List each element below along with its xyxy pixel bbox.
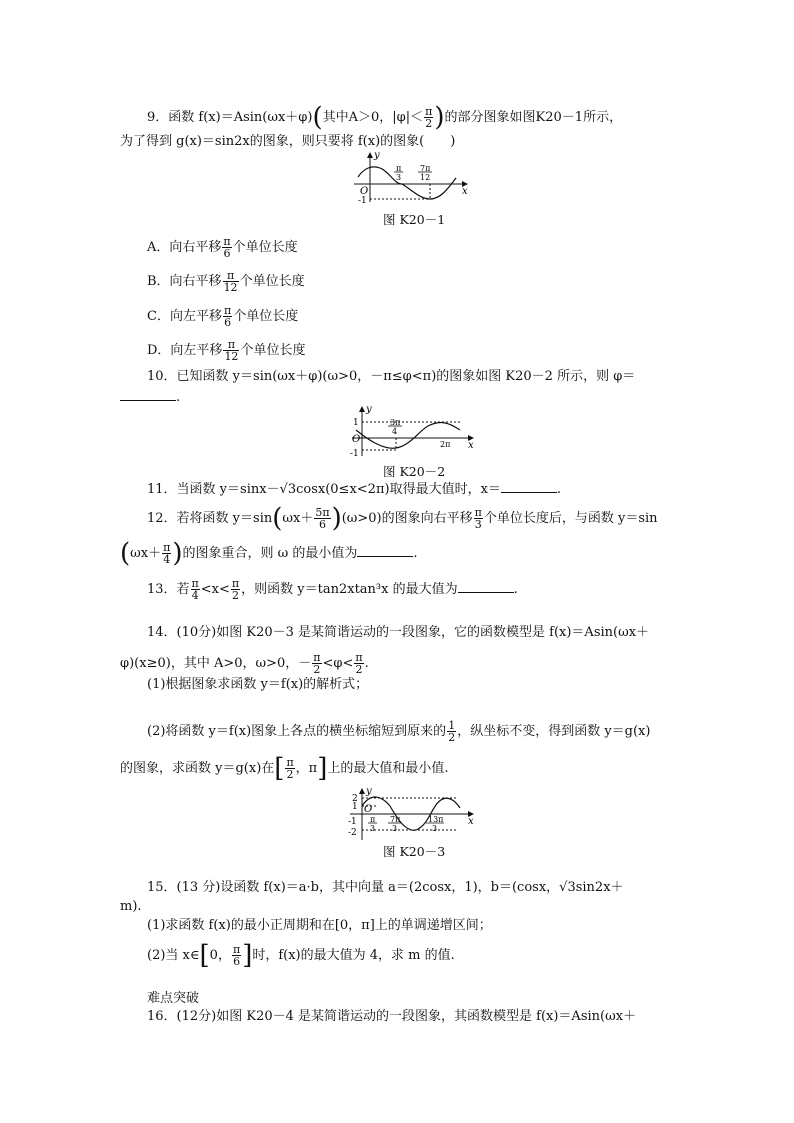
- x-label: x: [468, 816, 474, 827]
- y-axis-arrow: [359, 788, 365, 794]
- q9-line-1: 9．函数 f(x)＝Asin(ωx＋φ)(其中A＞0，|φ|＜ $\frac{\pi}{2}$ )的部分图象如图K20－1所示，: [147, 102, 623, 133]
- tick-13pi-over-3-num: 13π: [428, 815, 444, 824]
- sine-curve: [358, 167, 456, 199]
- minus-one-label: -1: [348, 817, 357, 827]
- q10-answer-blank[interactable]: [120, 388, 176, 401]
- tick-13pi-over-3-den: 3: [432, 824, 438, 833]
- y-axis-arrow: [367, 152, 373, 158]
- tick-2pi-label: 2π: [440, 440, 451, 449]
- tick-pi-over-3-num: π: [396, 164, 402, 173]
- tick-7pi-over-3-num: 7π: [390, 815, 401, 824]
- q12-line-2: (ωx＋ $\frac{\pi}{4}$ )的图象重合，则 ω 的最小值为 .: [120, 538, 418, 569]
- figure-k20-1: [350, 150, 470, 208]
- one-label: 1: [353, 418, 359, 428]
- y-axis-arrow: [359, 406, 365, 412]
- section-heading: 难点突破: [147, 991, 200, 1006]
- y-label: y: [374, 150, 380, 161]
- q12-answer-blank[interactable]: [357, 544, 413, 557]
- q9-option-c[interactable]: C．向左平移 $\frac{\pi}{6}$ 个单位长度: [147, 304, 299, 329]
- q9-line-2: 为了得到 g(x)＝sin2x的图象，则只要将 f(x)的图象( ): [120, 134, 456, 149]
- origin-label: O: [360, 186, 369, 197]
- tick-7pi-over-12-num: 7π: [420, 164, 431, 173]
- tick-pi-over-3-den: 3: [370, 824, 376, 833]
- q15-part-2: (2)当 x∈[0， $\frac{\pi}{6}$ ]时，f(x)的最大值为 4，求 m 的值.: [147, 940, 455, 971]
- x-label: x: [468, 440, 474, 451]
- q10-line-1: 10．已知函数 y＝sin(ωx＋φ)(ω>0，－π≤φ<π)的图象如图 K20－2 所示，则 φ＝: [147, 369, 636, 384]
- q14-part-2-cont: 的图象，求函数 y＝g(x)在[ $\frac{\pi}{2}$ ，π]上的最大值和最小值.: [120, 753, 449, 784]
- q9-option-a[interactable]: A．向右平移 $\frac{\pi}{6}$ 个单位长度: [147, 235, 298, 260]
- q11-line: 11．当函数 y＝sinx－√3cosx(0≤x<2π)取得最大值时，x＝ .: [147, 482, 562, 497]
- q9-option-b[interactable]: B．向右平移 $\frac{\pi}{12}$ 个单位长度: [147, 269, 305, 294]
- q14-part-2: (2)将函数 y＝f(x)图象上各点的横坐标缩短到原来的 $\frac{1}{2}$ ，纵坐标不变，得到函数 y＝g(x): [147, 719, 651, 744]
- q11-answer-blank[interactable]: [501, 480, 557, 493]
- origin-label: O: [364, 804, 373, 815]
- q12-line-1: 12．若将函数 y＝sin(ωx＋ $\frac{5\pi}{6}$ )(ω>0)的图象向右平移 $\frac{\pi}{3}$ 个单位长度后，与函数 y＝sin: [147, 503, 658, 534]
- origin-label: O: [352, 434, 361, 445]
- q9-option-d[interactable]: D．向左平移 $\frac{\pi}{12}$ 个单位长度: [147, 338, 306, 363]
- q13-line: 13．若 $\frac{\pi}{4}$ <x< $\frac{\pi}{2}$ ，则函数 y＝tan2xtan³x 的最大值为 .: [147, 577, 518, 602]
- y-label: y: [366, 404, 372, 415]
- tick-3pi-over-4-den: 4: [392, 427, 398, 436]
- q10-answer-line: .: [120, 388, 180, 407]
- q15-line-1: 15．(13 分)设函数 f(x)＝a·b，其中向量 a＝(2cosx，1)，b＝(cosx，√3sin2x＋: [147, 880, 624, 895]
- figure-k20-2-caption: 图 K20－2: [383, 464, 446, 479]
- tick-7pi-over-12-den: 12: [420, 173, 431, 182]
- figure-k20-3: [346, 786, 476, 842]
- q9-bracket-left: (: [312, 102, 323, 133]
- q16-line-1: 16．(12分)如图 K20－4 是某简谐运动的一段图象，其函数模型是 f(x)＝Asin(ωx＋: [147, 1009, 637, 1024]
- y-label: y: [366, 786, 372, 797]
- figure-k20-2: [348, 404, 478, 460]
- figure-k20-1-caption: 图 K20－1: [383, 212, 446, 227]
- one-label: 1: [352, 802, 358, 812]
- minus-one-label: -1: [358, 196, 367, 206]
- q9-fraction: $\frac{\pi}{2}$: [425, 105, 433, 130]
- q14-line-1: 14．(10分)如图 K20－3 是某简谐运动的一段图象，它的函数模型是 f(x)＝Asin(ωx＋: [147, 625, 650, 640]
- figure-k20-3-caption: 图 K20－3: [383, 844, 446, 859]
- tick-pi-over-3-num: π: [370, 815, 376, 824]
- q9-bracket-right: ): [434, 102, 445, 133]
- x-label: x: [462, 186, 468, 197]
- minus-two-label: -2: [348, 828, 357, 838]
- tick-7pi-over-3-den: 3: [392, 824, 398, 833]
- q14-part-1: (1)根据图象求函数 y＝f(x)的解析式；: [147, 677, 369, 692]
- q14-line-2: φ)(x≥0)，其中 A>0，ω>0，－ $\frac{\pi}{2}$ <φ< $\frac{\pi}{2}$ .: [120, 651, 369, 676]
- tick-3pi-over-4-num: 3π: [390, 418, 401, 427]
- q15-part-1: (1)求函数 f(x)的最小正周期和在[0，π]上的单调递增区间；: [147, 918, 492, 933]
- q15-line-2: m).: [120, 899, 142, 914]
- two-label: 2: [352, 794, 358, 804]
- q13-answer-blank[interactable]: [458, 580, 514, 593]
- tick-pi-over-3-den: 3: [396, 173, 402, 182]
- minus-one-label: -1: [350, 449, 359, 459]
